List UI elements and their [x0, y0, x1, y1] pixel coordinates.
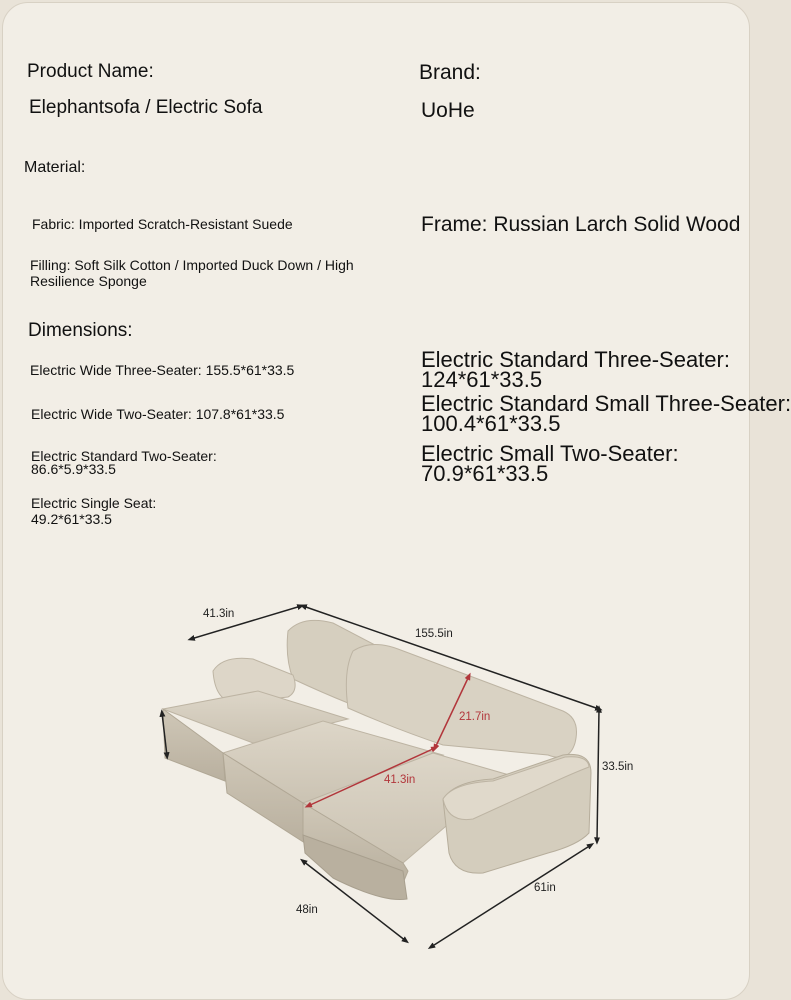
brand-value: UoHe	[421, 99, 475, 122]
label-extended-depth: 48in	[296, 904, 318, 916]
sofa-dimension-diagram	[3, 3, 749, 999]
dim-name: Electric Small Two-Seater:	[421, 441, 679, 466]
product-name-value: Elephantsofa / Electric Sofa	[29, 97, 263, 118]
material-fabric: Fabric: Imported Scratch-Resistant Suede	[32, 216, 293, 232]
dim-name: Electric Standard Small Three-Seater:	[421, 391, 791, 416]
dim-name: Electric Wide Three-Seater:	[30, 362, 202, 378]
dim-size: 124*61*33.5	[421, 367, 543, 392]
dim-size: 155.5*61*33.5	[205, 362, 295, 378]
dim-size: 86.6*5.9*33.5	[31, 461, 116, 477]
sofa-illustration	[163, 620, 591, 899]
label-back-height: 21.7in	[459, 711, 491, 723]
dim-name: Electric Single Seat:	[31, 495, 157, 511]
label-depth: 61in	[534, 882, 556, 894]
material-frame: Frame: Russian Larch Solid Wood	[421, 213, 741, 236]
product-name-label: Product Name:	[27, 61, 154, 82]
material-label: Material:	[24, 159, 86, 176]
material-filling: Filling: Soft Silk Cotton / Imported Duck Down / High Resilience Sponge	[30, 257, 354, 289]
dim-size: 70.9*61*33.5	[421, 461, 549, 486]
dim-size: 49.2*61*33.5	[31, 511, 112, 527]
label-height: 33.5in	[602, 761, 634, 773]
product-spec-card	[2, 2, 791, 1000]
dim-name: Electric Standard Two-Seater:	[31, 448, 217, 464]
dim-name: Electric Standard Three-Seater:	[421, 347, 730, 372]
dim-size: 107.8*61*33.5	[195, 406, 285, 422]
label-total-length: 155.5in	[415, 628, 453, 640]
brand-label: Brand:	[419, 61, 481, 84]
dimensions-label: Dimensions:	[28, 320, 133, 341]
dim-name: Electric Wide Two-Seater:	[31, 406, 192, 422]
height-line	[597, 709, 599, 841]
dim-size: 100.4*61*33.5	[421, 411, 561, 436]
label-seat-depth: 41.3in	[384, 774, 416, 786]
label-arm-width: 41.3in	[203, 608, 235, 620]
